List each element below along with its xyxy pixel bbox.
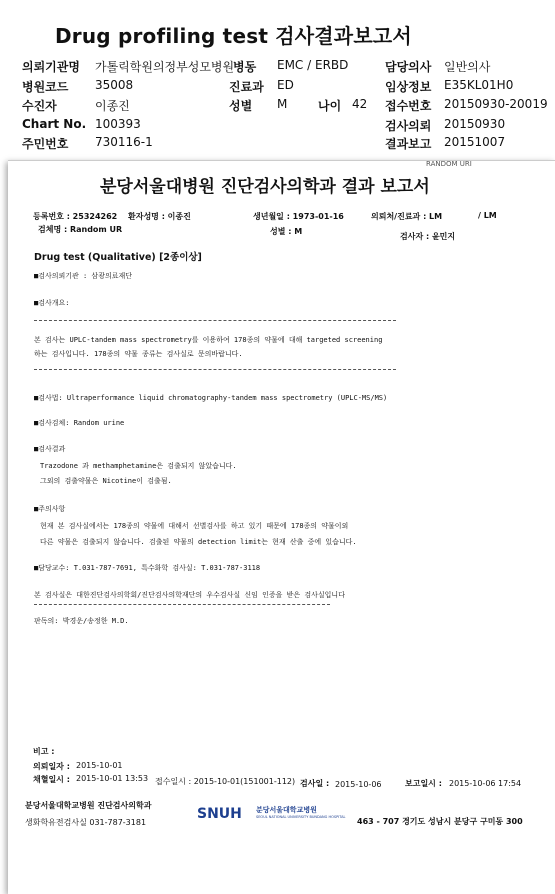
- header-row-2: [0, 78, 555, 98]
- footer-organization: 분당서울대학교병원 진단검사의학과: [25, 801, 152, 810]
- label-request-date: 검사의뢰: [385, 119, 432, 133]
- value-chart-no: 100393: [95, 117, 141, 131]
- value-resident-no: 730116-1: [95, 135, 153, 149]
- referring-dept: 의뢰처/진료과 : LM: [371, 212, 443, 221]
- value-doctor: 일반의사: [444, 60, 491, 74]
- result-line-1: Trazodone 과 methamphetamine은 검출되지 않았습니다.: [40, 462, 237, 470]
- footer-address: 463 - 707 경기도 성남시 분당구 구미동 300: [357, 817, 523, 826]
- certification-note: 본 검사실은 대한진단검사의학회/진단검사의학재단의 우수검사실 신임 인증을 받은 검사실입니다: [34, 591, 345, 599]
- section-caution-title: ■주의사항: [34, 505, 66, 513]
- value-clinical-info: E35KL01H0: [444, 78, 514, 92]
- label-accession-no: 접수번호: [385, 99, 432, 113]
- caution-line-2: 다른 약물은 검출되지 않습니다. 검출된 약물의 detection limit는 현재 산출 중에 있습니다.: [40, 538, 357, 546]
- value-hospital-code: 35008: [95, 78, 134, 92]
- referring-dept-2: / LM: [478, 211, 497, 220]
- label-chart-no: Chart No.: [22, 117, 87, 131]
- label-hospital-code: 병원코드: [22, 80, 69, 94]
- result-line-2: 그외의 검출약물은 Nicotine이 검출됨.: [40, 477, 172, 485]
- snuh-logo-subtext: SEOUL NATIONAL UNIVERSITY BUNDANG HOSPITAL: [256, 815, 346, 819]
- label-ward: 병동: [233, 60, 257, 74]
- test-date-label: 검사일 :: [300, 779, 330, 788]
- label-resident-no: 주민번호: [22, 137, 69, 151]
- section-requesting-lab: ■검사의뢰기관 : 삼광의료재단: [34, 272, 133, 280]
- label-patient: 수진자: [22, 99, 57, 113]
- caution-line-1: 현재 본 검사실에서는 178종의 약물에 대해서 선별검사를 하고 있기 때문에 178종의 약물이외: [40, 522, 349, 530]
- divider: [34, 369, 396, 370]
- report-time-value: 2015-10-06 17:54: [449, 779, 522, 788]
- header-row-3: [0, 97, 555, 117]
- divider: [34, 320, 396, 321]
- snuh-logo-text: 분당서울대학교병원: [256, 806, 317, 814]
- label-requesting-institution: 의뢰기관명: [22, 60, 80, 74]
- specimen-stamp: RANDOM URI: [426, 160, 472, 168]
- request-date-value: 2015-10-01: [76, 761, 123, 770]
- receipt-time: 접수일시 : 2015-10-01(151001-112): [155, 777, 296, 786]
- draw-time-value: 2015-10-01 13:53: [76, 774, 149, 783]
- patient-name: 환자성명 : 이종진: [128, 212, 191, 221]
- examiner: 검사자 : 윤민지: [400, 232, 456, 241]
- value-department: ED: [277, 78, 294, 92]
- section-overview-title: ■검사개요:: [34, 299, 70, 307]
- section-method: ■검사법: Ultraperformance liquid chromatography-tandem mass spectrometry (UPLC-MS/MS): [34, 394, 388, 402]
- label-report-date: 결과보고: [385, 137, 432, 151]
- label-doctor: 담당의사: [385, 60, 432, 74]
- draw-time-label: 채혈일시 :: [33, 775, 70, 784]
- value-ward: EMC / ERBD: [277, 58, 349, 72]
- label-age: 나이: [318, 99, 342, 113]
- report-sex: 성별 : M: [270, 227, 303, 236]
- snuh-logo: SNUH: [197, 806, 242, 822]
- remark-label: 비고 :: [33, 747, 55, 756]
- overview-line-1: 본 검사는 UPLC-tandem mass spectrometry를 이용하여 178종의 약물에 대해 targeted screening: [34, 336, 383, 344]
- registration-no: 등록번호 : 25324262: [33, 212, 118, 221]
- label-department: 진료과: [229, 80, 264, 94]
- header-row-1: [0, 58, 555, 78]
- header-row-4: [0, 117, 555, 137]
- request-date-label: 의뢰일자 :: [33, 762, 70, 771]
- value-report-date: 20151007: [444, 135, 506, 149]
- value-requesting-institution: 가톨릭학원의정부성모병원: [95, 60, 235, 74]
- date-of-birth: 생년월일 : 1973-01-16: [253, 212, 344, 221]
- reading-physician: 판독의: 박경운/송정한 M.D.: [34, 617, 129, 625]
- report-time-label: 보고일시 :: [405, 779, 442, 788]
- header-row-5: [0, 135, 555, 155]
- value-sex: M: [277, 97, 288, 111]
- value-accession-no: 20150930-20019: [444, 97, 548, 111]
- report-heading: 분당서울대병원 진단검사의학과 결과 보고서: [100, 177, 430, 197]
- report-title: Drug profiling test 검사결과보고서: [55, 24, 412, 48]
- divider: [34, 604, 330, 605]
- section-specimen: ■검사검체: Random urine: [34, 419, 125, 427]
- section-contacts: ■담당교수: T.031-787-7691, 특수화학 검사실: T.031-787-3118: [34, 564, 261, 572]
- overview-line-2: 하는 검사입니다. 178종의 약물 종류는 검사실로 문의바랍니다.: [34, 350, 243, 358]
- value-age: 42: [352, 97, 368, 111]
- value-request-date: 20150930: [444, 117, 506, 131]
- value-patient: 이종진: [95, 99, 130, 113]
- section-result-title: ■검사결과: [34, 445, 66, 453]
- footer-lab-phone: 생화학유전검사실 031-787-3181: [25, 818, 147, 827]
- specimen-name: 검체명 : Random UR: [38, 225, 123, 234]
- test-name: Drug test (Qualitative) [2종이상]: [34, 252, 202, 263]
- test-date-value: 2015-10-06: [335, 780, 382, 789]
- label-clinical-info: 임상정보: [385, 80, 432, 94]
- label-sex: 성별: [229, 99, 253, 113]
